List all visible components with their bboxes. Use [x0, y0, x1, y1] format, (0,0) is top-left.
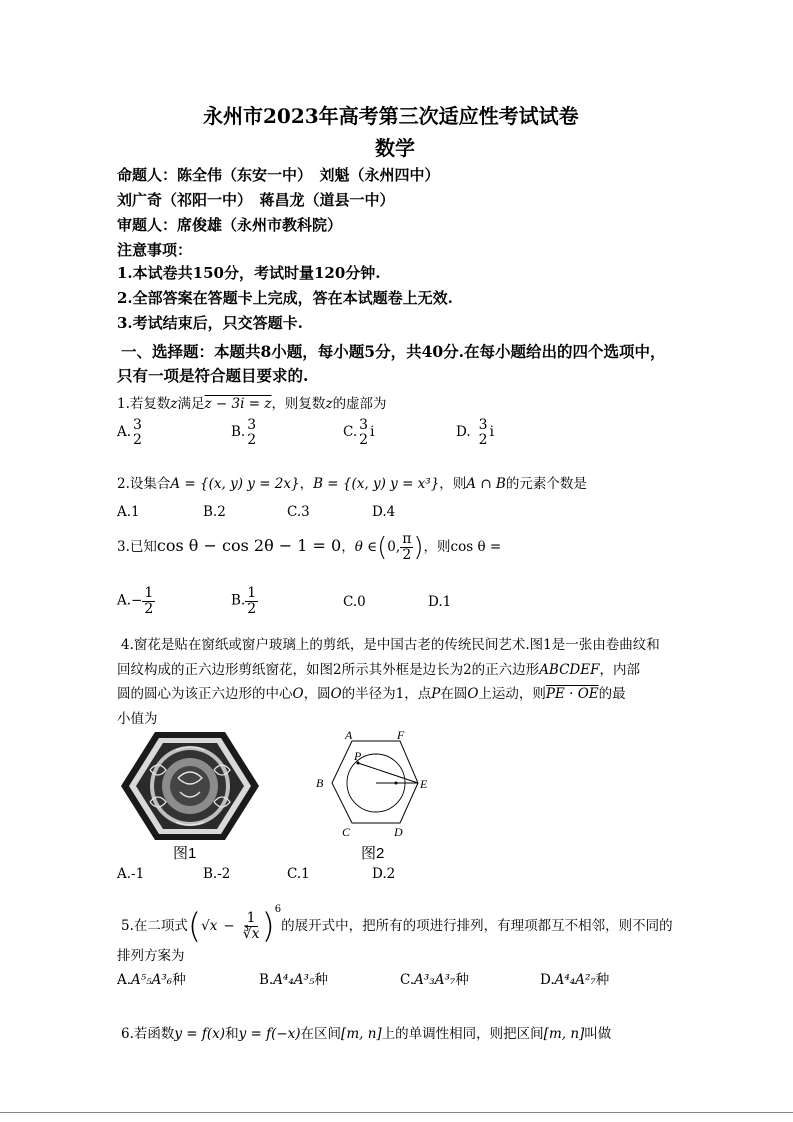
q3-domain-pre: θ ∈: [354, 539, 378, 555]
q3-option-b-den: 2: [247, 600, 257, 617]
q6-interval: [m, n]: [341, 1026, 382, 1042]
q1-option-b-num: 3: [247, 417, 257, 433]
q1-option-c: [343, 418, 374, 447]
q4-line-2-b: ，内部: [599, 662, 640, 678]
q5-frac: [241, 911, 262, 941]
q2-option-b: B.2: [203, 504, 226, 520]
q2-sep: ，: [299, 476, 314, 492]
q3-option-b-num: 1: [247, 585, 257, 601]
q1-option-a-label: A.: [117, 424, 132, 441]
q4-option-a: A.-1: [117, 866, 145, 882]
question-6: [121, 1022, 611, 1042]
q4-line-3-c: 的半径为1，点: [341, 686, 432, 702]
q5-option-a-label: A.: [117, 972, 132, 988]
q1-option-b: [231, 418, 258, 447]
q1-option-d-frac: [477, 418, 490, 447]
q6-func-1: y = f(x): [174, 1026, 226, 1042]
q1-option-c-num: 3: [359, 417, 369, 433]
figure-2-diagram: [312, 726, 437, 841]
q1-option-c-label: C.: [343, 424, 358, 441]
q5-option-b-suffix: 种: [314, 972, 328, 988]
q5-paren-right: ): [261, 906, 275, 947]
q3-pi-frac: [400, 532, 413, 562]
q5-option-b: [259, 968, 328, 988]
q1-option-a-den: 2: [133, 431, 142, 448]
q4-line-3-f: 的最: [598, 686, 626, 702]
q5-minus: −: [223, 918, 235, 934]
q2-text-b: ，则: [439, 476, 467, 492]
note-item-3: 3.考试结束后，只交答题卡.: [117, 314, 303, 332]
q5-option-d-label: D.: [540, 972, 555, 988]
q3-option-a: [117, 586, 155, 616]
q4-line-3-e: 上运动，则: [478, 686, 546, 702]
q1-text-b: 满足: [177, 396, 205, 412]
q3-ask: cos θ =: [450, 539, 502, 555]
exam-title: 永州市2023年高考第三次适应性考试试卷: [203, 104, 579, 128]
q4-var-o: O: [292, 686, 304, 702]
q1-option-a-frac: [131, 418, 144, 447]
fig2-label-e: E: [420, 777, 428, 791]
q3-option-b-label: B.: [231, 592, 246, 609]
q2-intersection: A ∩ B: [466, 476, 506, 492]
q3-option-c: C.0: [343, 594, 366, 610]
q1-equation: z − 3i = z: [204, 396, 272, 412]
fig2-center-point: [395, 782, 398, 785]
q5-cbrt-x: ∛x: [242, 926, 260, 942]
q4-var-o-3: O: [467, 686, 479, 702]
q5-sqrt-x: √x: [201, 918, 218, 934]
figure-2-caption: 图2: [361, 845, 385, 862]
q3-paren-right: ): [413, 532, 424, 563]
q1-option-d: [456, 418, 494, 447]
figure-1-caption: 图1: [173, 845, 197, 862]
note-item-1: 1.本试卷共150分，考试时量120分钟.: [117, 264, 381, 282]
q1-option-c-den: 2: [359, 431, 369, 448]
q4-line-1: 4.窗花是贴在窗纸或窗户玻璃上的剪纸，是中国古老的传统民间艺术.图1是一张由卷曲纹和: [121, 637, 660, 653]
question-1: [117, 392, 387, 412]
q4-line-3: [117, 682, 626, 702]
q5-option-d: [540, 968, 609, 988]
q1-option-d-num: 3: [478, 417, 488, 433]
q2-set-b: B = {(x, y) y = x³}: [313, 476, 440, 492]
note-item-2: 2.全部答案在答题卡上完成，答在本试题卷上无效.: [117, 289, 453, 307]
q3-pi: π: [402, 531, 412, 548]
fig2-label-f: F: [397, 728, 405, 742]
q4-var-p: P: [431, 686, 441, 702]
fig2-label-d: D: [394, 825, 403, 839]
q3-option-b-frac: [245, 586, 258, 616]
q5-one: 1: [246, 910, 256, 927]
q5-option-b-label: B.: [259, 972, 274, 988]
q5-option-a: [117, 968, 186, 988]
q1-text-d: 的虚部为: [332, 396, 387, 412]
q5-option-c-label: C.: [400, 972, 415, 988]
q3-equation: cos θ − cos 2θ − 1 = 0: [156, 536, 342, 555]
q1-option-c-suffix: i: [370, 424, 375, 441]
section1-line-2: 只有一项是符合题目要求的.: [117, 366, 309, 385]
q4-line-2-a: 回纹构成的正六边形剪纸窗花，如图2所示其外框是边长为2的正六边形: [117, 662, 540, 678]
q6-text-c: 在区间: [300, 1026, 342, 1042]
q2-option-c: C.3: [287, 504, 310, 520]
q1-option-d-den: 2: [478, 431, 488, 448]
q2-option-a: A.1: [117, 504, 140, 520]
q4-line-3-d: 在圆: [440, 686, 468, 702]
q6-text-a: 6.若函数: [121, 1026, 175, 1042]
q1-option-b-den: 2: [247, 431, 257, 448]
fig2-label-b: B: [316, 776, 324, 790]
q3-option-a-num: 1: [144, 585, 154, 601]
fig2-segment-pe: [358, 763, 418, 783]
q1-text-a: 1.若复数: [117, 396, 171, 412]
q1-option-b-label: B.: [231, 424, 246, 441]
q3-paren-left: (: [377, 532, 388, 563]
q6-interval-2: [m, n]: [543, 1026, 585, 1042]
q1-option-b-frac: [245, 418, 258, 447]
q4-line-4: 小值为: [117, 711, 158, 727]
q6-text-b: 和: [225, 1026, 239, 1042]
q4-line-3-b: ，圆: [303, 686, 331, 702]
q6-text-d: 上的单调性相同，则把区间: [381, 1026, 544, 1042]
question-2: [117, 472, 587, 492]
subject-title: 数学: [375, 136, 415, 160]
section1-line-1: 一、选择题：本题共8小题，每小题5分，共40分.在每小题给出的四个选项中，: [121, 342, 666, 361]
q2-set-a: A = {(x, y) y = 2x}: [170, 476, 300, 492]
page-bottom-rule: [0, 1112, 793, 1113]
q1-var-z-2: z: [325, 396, 333, 412]
q1-option-d-label: D.: [456, 424, 471, 441]
q5-option-c-expr: A³₃A³₇: [414, 972, 456, 988]
q4-option-c: C.1: [287, 866, 310, 882]
fig2-label-a: A: [345, 728, 353, 742]
fig2-label-c: C: [342, 825, 351, 839]
q2-text-a: 2.设集合: [117, 476, 171, 492]
q4-option-d: D.2: [372, 866, 396, 882]
q5-paren-left: (: [187, 906, 202, 947]
q4-var-o-2: O: [330, 686, 342, 702]
q3-option-b: [231, 586, 258, 616]
reviewer-line: 审题人：席俊雄（永州市教科院）: [117, 216, 343, 234]
q5-option-d-suffix: 种: [595, 972, 610, 988]
q3-option-a-label: A.: [117, 592, 132, 609]
q3-domain-a: 0,: [387, 539, 401, 555]
q3-text-b: ，: [341, 539, 355, 555]
q4-line-3-a: 圆的圆心为该正六边形的中心: [117, 686, 293, 702]
q5-option-c: [400, 968, 469, 988]
q1-option-a: [117, 418, 144, 447]
q1-var-z: z: [170, 396, 178, 412]
q3-option-a-frac: [142, 586, 155, 616]
q2-option-d: D.4: [372, 504, 396, 520]
q1-option-d-suffix: i: [489, 424, 494, 441]
q5-power: 6: [274, 904, 282, 915]
q5-text-b: 的展开式中，把所有的项进行排列，有理项都互不相邻，则不同的: [281, 918, 673, 934]
fig2-label-p: P: [354, 749, 362, 763]
q5-text-a: 5.在二项式: [121, 918, 188, 934]
q4-dot-product: PE · OE: [545, 686, 599, 702]
q4-line-2: [117, 658, 640, 678]
q3-two: 2: [402, 547, 412, 563]
q3-option-a-sign: −: [131, 592, 143, 609]
q5-option-c-suffix: 种: [455, 972, 469, 988]
author-line-1: 命题人：陈全伟（东安一中） 刘魁（永州四中）: [117, 166, 440, 184]
question-3: [117, 528, 501, 566]
q3-option-a-den: 2: [144, 600, 154, 617]
q1-option-a-num: 3: [133, 417, 142, 433]
q1-option-c-frac: [357, 418, 370, 447]
question-5: [121, 888, 673, 949]
q3-option-d: D.1: [428, 594, 452, 610]
q4-hexagon-name: ABCDEF: [539, 662, 600, 678]
q3-text-c: ，则: [423, 539, 451, 555]
q5-line-2: 排列方案为: [117, 948, 185, 964]
q2-text-c: 的元素个数是: [505, 476, 587, 492]
q3-text-a: 3.已知: [117, 539, 157, 555]
q6-text-e: 叫做: [584, 1026, 612, 1042]
q5-option-d-expr: A⁴₄A²₇: [554, 972, 596, 988]
figure-1-papercut: [120, 730, 260, 842]
q1-text-c: ，则复数: [271, 396, 326, 412]
q4-option-b: B.-2: [203, 866, 231, 882]
q5-option-a-suffix: 种: [172, 972, 186, 988]
q5-option-b-expr: A⁴₄A³₅: [273, 972, 315, 988]
q6-func-2: y = f(−x): [238, 1026, 301, 1042]
author-line-2: 刘广奇（祁阳一中） 蒋昌龙（道县一中）: [117, 191, 395, 209]
q5-option-a-expr: A⁵₅A³₆: [131, 972, 173, 988]
notes-heading: 注意事项：: [117, 241, 193, 259]
